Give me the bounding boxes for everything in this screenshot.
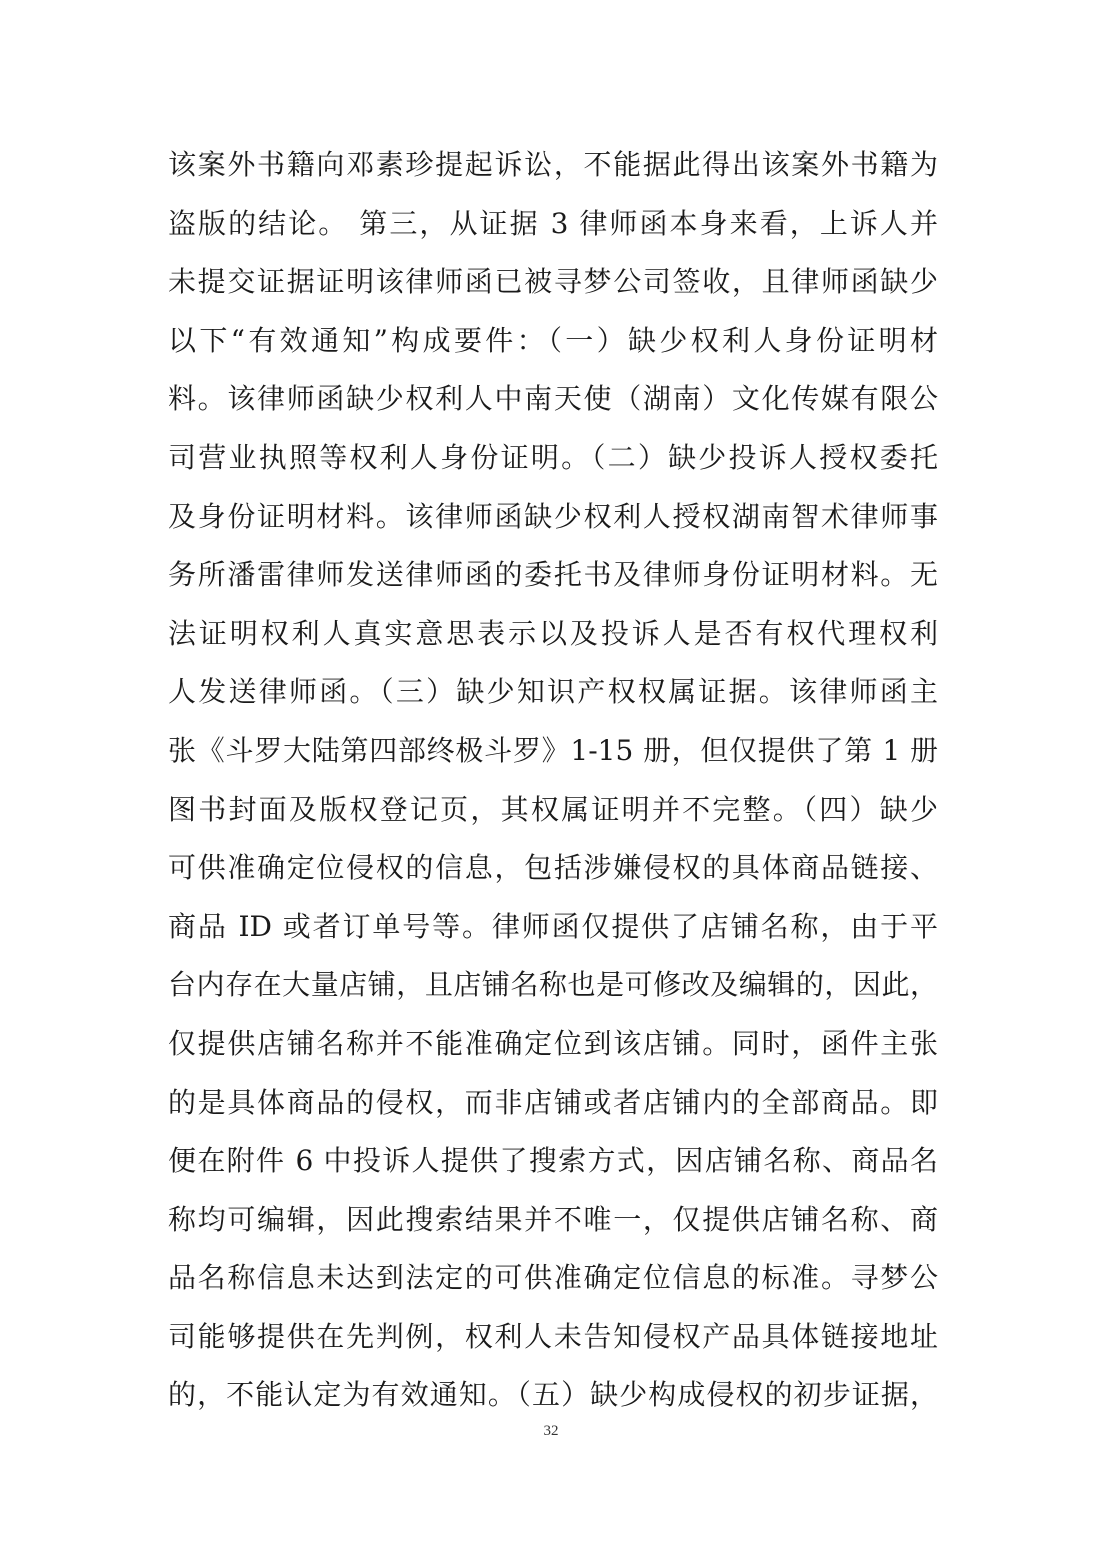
text-line: 司能够提供在先判例，权利人未告知侵权产品具体链接地址	[168, 1319, 938, 1353]
text-line: 张《斗罗大陆第四部终极斗罗》1-15 册，但仅提供了第 1 册	[168, 733, 938, 767]
text-line: 的，不能认定为有效通知。（五）缺少构成侵权的初步证据，	[168, 1378, 938, 1412]
text-line: 台内存在大量店铺，且店铺名称也是可修改及编辑的，因此，	[168, 968, 938, 1002]
body-text	[168, 136, 938, 1425]
text-line: 该案外书籍向邓素珍提起诉讼，不能据此得出该案外书籍为	[168, 148, 938, 181]
text-line: 图书封面及版权登记页，其权属证明并不完整。（四）缺少	[168, 792, 938, 826]
text-line: 便在附件 6 中投诉人提供了搜索方式，因店铺名称、商品名	[168, 1144, 938, 1178]
text-line: 人发送律师函。（三）缺少知识产权权属证据。该律师函主	[168, 675, 938, 709]
text-line: 盗版的结论。 第三，从证据 3 律师函本身来看，上诉人并	[168, 206, 938, 240]
page-number: 32	[543, 1423, 559, 1439]
text-line: 司营业执照等权利人身份证明。（二）缺少投诉人授权委托	[168, 440, 938, 474]
text-line: 仅提供店铺名称并不能准确定位到该店铺。同时，函件主张	[168, 1026, 938, 1060]
text-line: 可供准确定位侵权的信息，包括涉嫌侵权的具体商品链接、	[168, 851, 938, 885]
text-line: 以下“有效通知”构成要件：（一）缺少权利人身份证明材	[168, 323, 938, 357]
text-line: 料。该律师函缺少权利人中南天使（湖南）文化传媒有限公	[168, 382, 938, 416]
text-line: 的是具体商品的侵权，而非店铺或者店铺内的全部商品。即	[168, 1085, 938, 1119]
text-line: 务所潘雷律师发送律师函的委托书及律师身份证明材料。无	[168, 558, 938, 592]
text-line: 称均可编辑，因此搜索结果并不唯一，仅提供店铺名称、商	[168, 1202, 938, 1236]
text-line: 及身份证明材料。该律师函缺少权利人授权湖南智术律师事	[168, 499, 938, 533]
text-line: 品名称信息未达到法定的可供准确定位信息的标准。寻梦公	[168, 1261, 938, 1295]
text-line: 商品 ID 或者订单号等。律师函仅提供了店铺名称，由于平	[168, 909, 938, 943]
text-line: 法证明权利人真实意思表示以及投诉人是否有权代理权利	[168, 616, 938, 650]
text-line: 未提交证据证明该律师函已被寻梦公司签收，且律师函缺少	[168, 265, 938, 299]
